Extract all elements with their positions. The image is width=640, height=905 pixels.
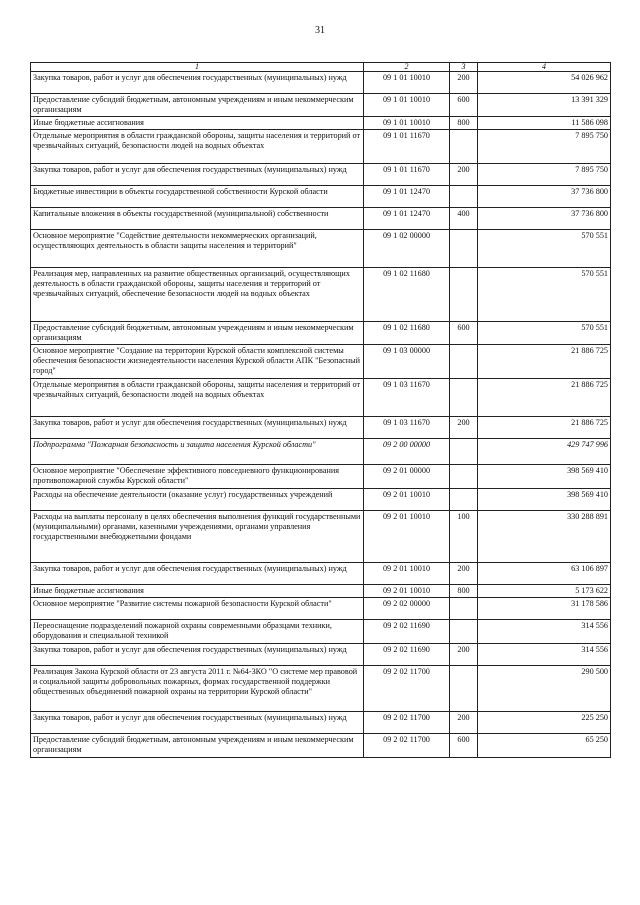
row-amount: 290 500 <box>478 666 611 712</box>
row-code: 09 1 02 11680 <box>364 268 450 322</box>
row-name: Закупка товаров, работ и услуг для обеспечения государственных (муниципальных) нужд <box>31 563 364 585</box>
row-amount: 398 569 410 <box>478 489 611 511</box>
row-code: 09 2 02 11700 <box>364 666 450 712</box>
table-row <box>31 734 611 758</box>
row-code: 09 1 01 11670 <box>364 130 450 164</box>
row-amount: 21 886 725 <box>478 379 611 417</box>
row-name: Основное мероприятие "Обеспечение эффективного повседневного функционирования противопожарной службы Курской области" <box>31 465 364 489</box>
column-header-type: 3 <box>450 63 478 72</box>
table-row <box>31 268 611 322</box>
row-type: 200 <box>450 164 478 186</box>
row-type: 600 <box>450 322 478 345</box>
row-amount: 570 551 <box>478 268 611 322</box>
table-row <box>31 230 611 268</box>
row-name: Отдельные мероприятия в области гражданской обороны, защиты населения и территорий от чрезвычайных ситуаций, безопасности людей на водных объектах <box>31 130 364 164</box>
row-amount: 330 288 891 <box>478 511 611 563</box>
row-code: 09 2 02 11690 <box>364 644 450 666</box>
table-row <box>31 208 611 230</box>
row-code: 09 2 02 11690 <box>364 620 450 644</box>
row-code: 09 1 01 11670 <box>364 164 450 186</box>
row-type: 600 <box>450 94 478 117</box>
row-amount: 37 736 800 <box>478 186 611 208</box>
row-code: 09 2 02 11700 <box>364 712 450 734</box>
row-type <box>450 130 478 164</box>
table-row <box>31 379 611 417</box>
row-name: Подпрограмма "Пожарная безопасность и защита населения Курской области" <box>31 439 364 465</box>
table-row <box>31 511 611 563</box>
table-row <box>31 439 611 465</box>
row-type <box>450 268 478 322</box>
row-code: 09 1 01 10010 <box>364 72 450 94</box>
row-type <box>450 439 478 465</box>
table-row <box>31 164 611 186</box>
row-type: 200 <box>450 712 478 734</box>
row-name: Закупка товаров, работ и услуг для обеспечения государственных (муниципальных) нужд <box>31 417 364 439</box>
row-type: 200 <box>450 417 478 439</box>
row-name: Основное мероприятие "Создание на территории Курской области комплексной системы обеспечения безопасности жизнедеятельности населения Курской области АПК "Безопасный город" <box>31 345 364 379</box>
row-name: Бюджетные инвестиции в объекты государственной собственности Курской области <box>31 186 364 208</box>
table-row <box>31 563 611 585</box>
row-type: 400 <box>450 208 478 230</box>
row-code: 09 1 01 12470 <box>364 186 450 208</box>
row-amount: 13 391 329 <box>478 94 611 117</box>
row-code: 09 2 02 11700 <box>364 734 450 758</box>
column-header-name: 1 <box>31 63 364 72</box>
row-type <box>450 620 478 644</box>
row-name: Отдельные мероприятия в области гражданской обороны, защиты населения и территорий от чрезвычайных ситуаций, безопасности людей на водных объектах <box>31 379 364 417</box>
row-name: Закупка товаров, работ и услуг для обеспечения государственных (муниципальных) нужд <box>31 164 364 186</box>
table-row <box>31 94 611 117</box>
row-code: 09 1 02 00000 <box>364 230 450 268</box>
row-name: Иные бюджетные ассигнования <box>31 585 364 598</box>
table-row <box>31 72 611 94</box>
row-code: 09 2 01 10010 <box>364 511 450 563</box>
row-amount: 398 569 410 <box>478 465 611 489</box>
row-name: Основное мероприятие "Содействие деятельности некоммерческих организаций, осуществляющих деятельность в области защиты населения и территорий" <box>31 230 364 268</box>
row-type: 200 <box>450 644 478 666</box>
row-type <box>450 489 478 511</box>
row-type <box>450 379 478 417</box>
row-amount: 570 551 <box>478 322 611 345</box>
row-type <box>450 230 478 268</box>
row-type <box>450 186 478 208</box>
row-name: Основное мероприятие "Развитие системы пожарной безопасности Курской области" <box>31 598 364 620</box>
table-row <box>31 117 611 130</box>
column-header-amount: 4 <box>478 63 611 72</box>
table-row <box>31 585 611 598</box>
row-type: 600 <box>450 734 478 758</box>
table-body <box>31 72 611 758</box>
table-row <box>31 345 611 379</box>
row-amount: 429 747 996 <box>478 439 611 465</box>
row-amount: 7 895 750 <box>478 130 611 164</box>
row-amount: 225 250 <box>478 712 611 734</box>
row-code: 09 1 03 00000 <box>364 345 450 379</box>
row-name: Расходы на обеспечение деятельности (оказание услуг) государственных учреждений <box>31 489 364 511</box>
row-code: 09 1 02 11680 <box>364 322 450 345</box>
row-name: Капитальные вложения в объекты государственной (муниципальной) собственности <box>31 208 364 230</box>
row-name: Иные бюджетные ассигнования <box>31 117 364 130</box>
row-amount: 31 178 586 <box>478 598 611 620</box>
table-row <box>31 620 611 644</box>
row-code: 09 1 01 10010 <box>364 94 450 117</box>
table-row <box>31 465 611 489</box>
row-amount: 37 736 800 <box>478 208 611 230</box>
table-row <box>31 417 611 439</box>
row-name: Предоставление субсидий бюджетным, автономным учреждениям и иным некоммерческим организациям <box>31 322 364 345</box>
row-type <box>450 465 478 489</box>
table-row <box>31 666 611 712</box>
row-name: Закупка товаров, работ и услуг для обеспечения государственных (муниципальных) нужд <box>31 644 364 666</box>
row-code: 09 1 03 11670 <box>364 379 450 417</box>
row-amount: 5 173 622 <box>478 585 611 598</box>
row-amount: 11 586 098 <box>478 117 611 130</box>
table-row <box>31 644 611 666</box>
row-amount: 7 895 750 <box>478 164 611 186</box>
table-row <box>31 489 611 511</box>
table-row <box>31 186 611 208</box>
row-amount: 63 106 897 <box>478 563 611 585</box>
table-header-row <box>31 63 611 72</box>
row-name: Закупка товаров, работ и услуг для обеспечения государственных (муниципальных) нужд <box>31 712 364 734</box>
row-name: Реализация Закона Курской области от 23 августа 2011 г. №64-ЗКО "О системе мер правовой и социальной защиты добровольных пожарных, формах государственной поддержки общественных объединений пожарной охраны на территории Курской области" <box>31 666 364 712</box>
table-row <box>31 322 611 345</box>
row-amount: 314 556 <box>478 620 611 644</box>
row-type: 200 <box>450 563 478 585</box>
row-amount: 21 886 725 <box>478 345 611 379</box>
row-amount: 65 250 <box>478 734 611 758</box>
row-name: Предоставление субсидий бюджетным, автономным учреждениям и иным некоммерческим организациям <box>31 94 364 117</box>
row-amount: 54 026 962 <box>478 72 611 94</box>
row-amount: 570 551 <box>478 230 611 268</box>
row-name: Закупка товаров, работ и услуг для обеспечения государственных (муниципальных) нужд <box>31 72 364 94</box>
table-row <box>31 598 611 620</box>
row-type: 200 <box>450 72 478 94</box>
page-number: 31 <box>315 25 325 36</box>
row-name: Переоснащение подразделений пожарной охраны современными образцами техники, оборудования и специальной техникой <box>31 620 364 644</box>
row-code: 09 2 01 00000 <box>364 465 450 489</box>
row-amount: 21 886 725 <box>478 417 611 439</box>
row-code: 09 2 01 10010 <box>364 563 450 585</box>
budget-table <box>30 62 611 758</box>
row-type: 100 <box>450 511 478 563</box>
row-type <box>450 345 478 379</box>
row-code: 09 1 03 11670 <box>364 417 450 439</box>
row-type <box>450 598 478 620</box>
row-name: Предоставление субсидий бюджетным, автономным учреждениям и иным некоммерческим организациям <box>31 734 364 758</box>
row-code: 09 1 01 10010 <box>364 117 450 130</box>
row-code: 09 2 00 00000 <box>364 439 450 465</box>
table-row <box>31 712 611 734</box>
row-type <box>450 666 478 712</box>
row-type: 800 <box>450 585 478 598</box>
row-code: 09 2 01 10010 <box>364 585 450 598</box>
row-name: Расходы на выплаты персоналу в целях обеспечения выполнения функций государственными (муниципальными) органами, казенными учреждениями, органами управления государственными внебюджетными фондами <box>31 511 364 563</box>
row-type: 800 <box>450 117 478 130</box>
table-row <box>31 130 611 164</box>
column-header-code: 2 <box>364 63 450 72</box>
row-code: 09 2 02 00000 <box>364 598 450 620</box>
row-code: 09 2 01 10010 <box>364 489 450 511</box>
row-code: 09 1 01 12470 <box>364 208 450 230</box>
row-name: Реализация мер, направленных на развитие общественных организаций, осуществляющих деятельность в области гражданской обороны, защиты населения и территорий от чрезвычайных ситуаций, обеспечение безопасности людей на водных объектах <box>31 268 364 322</box>
row-amount: 314 556 <box>478 644 611 666</box>
